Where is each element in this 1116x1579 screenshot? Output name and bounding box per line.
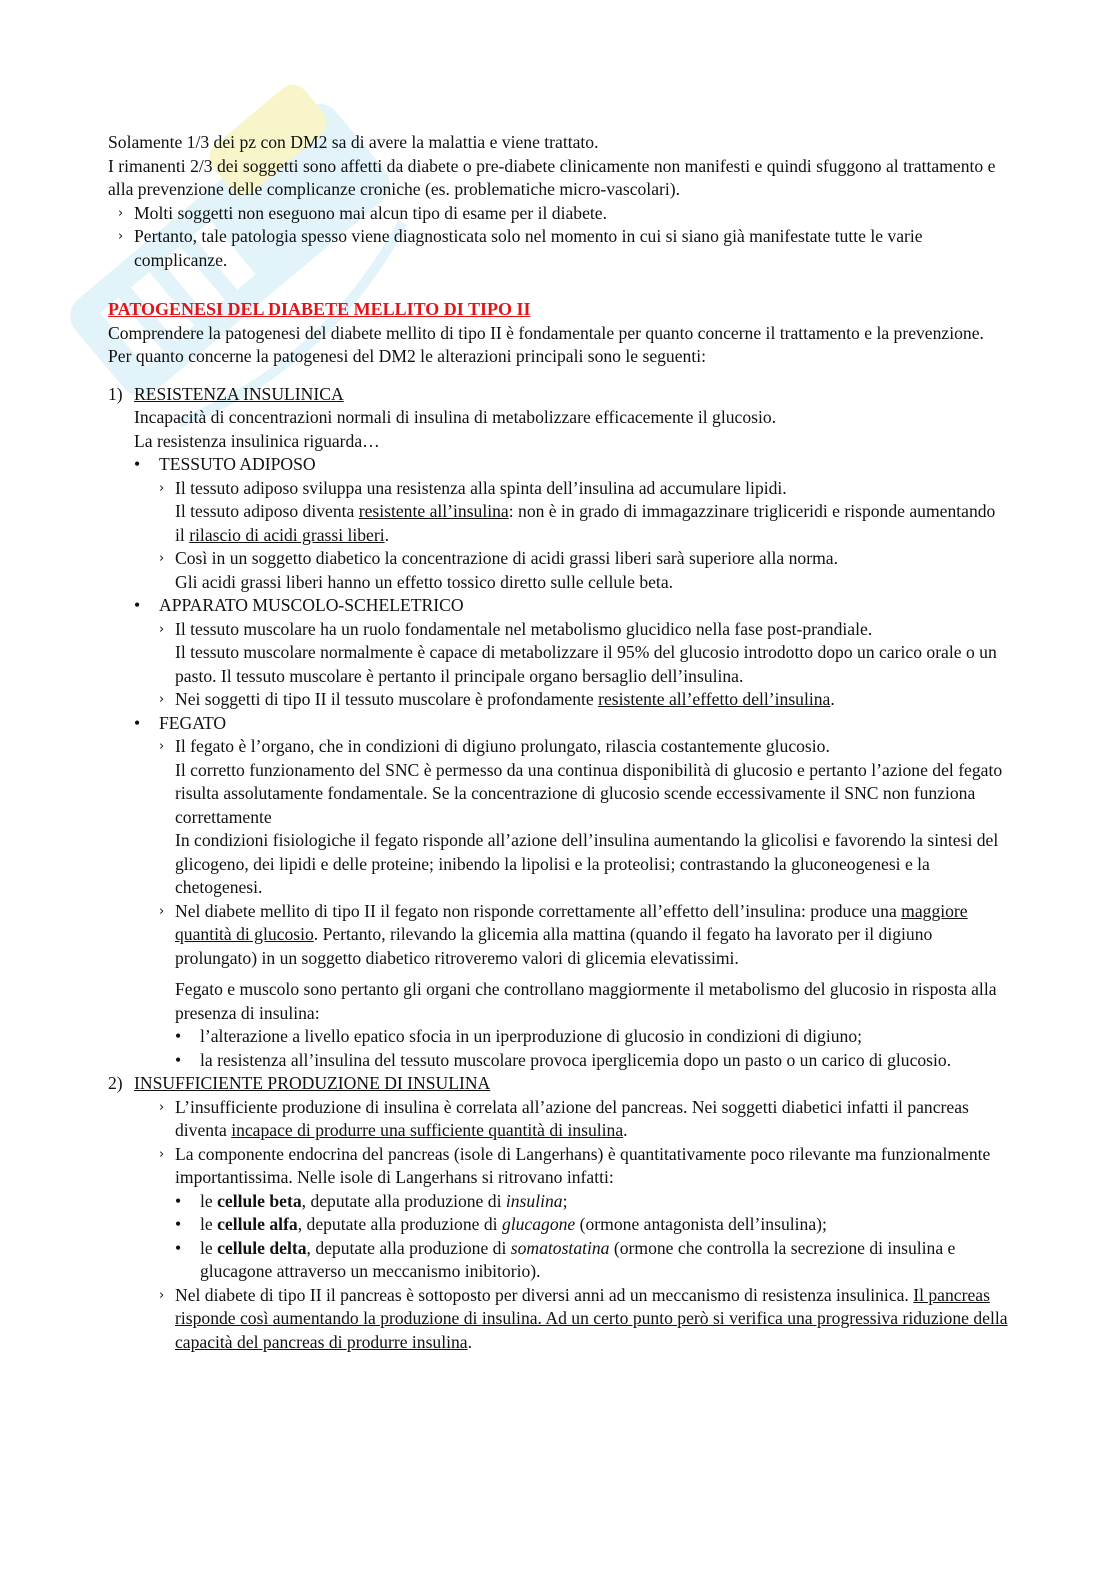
bullet-icon: •	[134, 595, 141, 615]
intro-bullet-2	[108, 225, 1008, 272]
insulin-point-2	[159, 1143, 1008, 1190]
cell-alfa-item	[175, 1213, 1008, 1237]
chevron-icon: ›	[159, 621, 165, 637]
cell-delta-item	[175, 1237, 1008, 1284]
bullet-icon: •	[175, 1214, 182, 1234]
list-number: 2)	[108, 1073, 123, 1093]
insulin-point-2-text: La componente endocrina del pancreas (isole di Langerhans) è quantitativamente poco rilevante ma funzionalmente importantissima. Nelle isole di Langerhans si ritrovano infatti:	[175, 1143, 991, 1187]
adipose-item	[134, 453, 1008, 477]
adipose-point-2	[159, 547, 1008, 594]
muscle-point-1-text: Il tessuto muscolare ha un ruolo fondamentale nel metabolismo glucidico nella fase post-prandiale.	[175, 618, 873, 639]
intro-bullet-1-text: Molti soggetti non eseguono mai alcun tipo di esame per il diabete.	[134, 202, 607, 223]
bullet-icon: •	[175, 1190, 182, 1211]
muscle-title: APPARATO MUSCOLO-SCHELETRICO	[159, 595, 464, 615]
muscle-point-1	[159, 618, 1008, 689]
adipose-point-2-detail: Gli acidi grassi liberi hanno un effetto tossico diretto sulle cellule beta.	[175, 571, 674, 592]
chevron-icon: ›	[159, 1287, 165, 1303]
liver-point-1-text: Il fegato è l’organo, che in condizioni di digiuno prolungato, rilascia costantemente glucosio.	[175, 736, 830, 756]
chevron-icon: ›	[159, 480, 165, 496]
chevron-icon: ›	[159, 551, 165, 566]
resistance-subtitle: La resistenza insulinica riguarda…	[134, 430, 380, 451]
bullet-icon: •	[134, 712, 141, 733]
muscle-point-2-text: Nei soggetti di tipo II il tessuto muscolare è profondamente resistente all’effetto dell’insulina.	[175, 689, 835, 709]
chevron-icon: ›	[118, 229, 124, 244]
adipose-point-1-detail: Il tessuto adiposo diventa resistente all’insulina: non è in grado di immagazzinare trigliceridi e risponde aumentando il rilascio di acidi grassi liberi.	[175, 501, 996, 545]
insulin-point-1	[159, 1096, 1008, 1143]
insulin-point-1-text: L’insufficiente produzione di insulina è correlata all’azione del pancreas. Nei soggetti diabetici infatti il pancreas diventa incapace di produrre una sufficiente quantità di insulina.	[175, 1096, 969, 1140]
bullet-icon: •	[175, 1237, 182, 1258]
chevron-icon: ›	[159, 1146, 165, 1162]
muscle-item	[134, 594, 1008, 618]
cell-beta-text: le cellule beta, deputate alla produzione di insulina;	[200, 1190, 568, 1211]
intro-bullet-2-text: Pertanto, tale patologia spesso viene diagnosticata solo nel momento in cui si siano già manifestate tutte le varie complicanze.	[134, 226, 923, 270]
adipose-point-1	[159, 477, 1008, 548]
bullet-icon: •	[175, 1026, 182, 1046]
bullet-icon: •	[175, 1049, 182, 1070]
liver-point-2-text: Nel diabete mellito di tipo II il fegato non risponde correttamente all’effetto dell’insulina: produce una maggiore quantità di glucosio. Pertanto, rilevando la glicemia alla mattina (quando il fegato ha lavorato per il digiuno prolungato) in un soggetto diabetico ritroveremo valori di glicemia elevatissimi.	[175, 900, 968, 968]
intro-line-2: I rimanenti 2/3 dei soggetti sono affetti da diabete o pre-diabete clinicamente non manifesti e quindi sfuggono al trattamento e alla prevenzione delle complicanze croniche (es. problematiche micro-vascolari).	[108, 155, 996, 199]
insulin-point-3	[159, 1284, 1008, 1355]
adipose-title: TESSUTO ADIPOSO	[159, 454, 316, 474]
cell-alfa-text: le cellule alfa, deputate alla produzione di glucagone (ormone antagonista dell’insulina);	[200, 1214, 827, 1234]
liver-point-1-detail: Il corretto funzionamento del SNC è permesso da una continua disponibilità di glucosio e pertanto l’azione del fegato risulta assolutamente fondamentale. Se la concentrazione di glucosio scende eccessivamente il SNC non funziona correttamente	[175, 759, 1003, 827]
cell-delta-text: le cellule delta, deputate alla produzione di somatostatina (ormone che controlla la secrezione di insulina e glucagone attraverso un meccanismo inibitorio).	[200, 1237, 956, 1281]
adipose-point-2-text: Così in un soggetto diabetico la concentrazione di acidi grassi liberi sarà superiore alla norma.	[175, 548, 838, 568]
resistance-title: RESISTENZA INSULINICA	[134, 383, 344, 404]
chevron-icon: ›	[159, 903, 165, 919]
liver-title: FEGATO	[159, 712, 227, 733]
muscle-point-1-detail: Il tessuto muscolare normalmente è capace di metabolizzare il 95% del glucosio introdotto dopo un carico orale o un pasto. Il tessuto muscolare è pertanto il principale organo bersaglio dell’insulina.	[175, 642, 997, 686]
list-item-resistance	[108, 383, 1008, 1073]
muscle-point-2	[159, 688, 1008, 712]
summary-bullet-2-text: la resistenza all’insulina del tessuto muscolare provoca iperglicemia dopo un pasto o un carico di glucosio.	[200, 1049, 952, 1070]
chevron-icon: ›	[118, 205, 124, 221]
adipose-point-1-text: Il tessuto adiposo sviluppa una resistenza alla spinta dell’insulina ad accumulare lipidi.	[175, 477, 787, 498]
chevron-icon: ›	[159, 1099, 165, 1115]
section-heading: PATOGENESI DEL DIABETE MELLITO DI TIPO II	[108, 299, 531, 319]
list-item-insulin-production	[108, 1072, 1008, 1354]
section-intro: Comprendere la patogenesi del diabete mellito di tipo II è fondamentale per quanto concerne il trattamento e la prevenzione. Per quanto concerne la patogenesi del DM2 le alterazioni principali sono le seguenti:	[108, 322, 984, 366]
chevron-icon: ›	[159, 739, 165, 754]
summary-bullet-1	[175, 1025, 1008, 1049]
intro-bullet-1	[108, 202, 1008, 226]
liver-item	[134, 712, 1008, 736]
liver-summary: Fegato e muscolo sono pertanto gli organi che controllano maggiormente il metabolismo del glucosio in risposta alla presenza di insulina:	[175, 979, 997, 1023]
intro-line-1: Solamente 1/3 dei pz con DM2 sa di avere la malattia e viene trattato.	[108, 132, 599, 152]
bullet-icon: •	[134, 454, 141, 474]
cell-beta-item	[175, 1190, 1008, 1214]
list-number: 1)	[108, 383, 123, 404]
chevron-icon: ›	[159, 692, 165, 707]
liver-point-2	[159, 900, 1008, 971]
insulin-production-title: INSUFFICIENTE PRODUZIONE DI INSULINA	[134, 1073, 491, 1093]
insulin-point-3-text: Nel diabete di tipo II il pancreas è sottoposto per diversi anni ad un meccanismo di resistenza insulinica. Il pancreas risponde così aumentando la produzione di insulina. Ad un certo punto però si verifica una progressiva riduzione della capacità del pancreas di produrre insulina.	[175, 1284, 1008, 1352]
resistance-definition: Incapacità di concentrazioni normali di insulina di metabolizzare efficacemente il glucosio.	[134, 407, 777, 427]
liver-point-1	[159, 735, 1008, 900]
summary-bullet-1-text: l’alterazione a livello epatico sfocia in un iperproduzione di glucosio in condizioni di digiuno;	[200, 1026, 863, 1046]
document-page	[108, 131, 1008, 1354]
liver-point-1-physiology: In condizioni fisiologiche il fegato risponde all’azione dell’insulina aumentando la glicolisi e favorendo la sintesi del glicogeno, dei lipidi e delle proteine; inibendo la lipolisi e la proteolisi; contrastando la gluconeogenesi e la chetogenesi.	[175, 830, 999, 897]
summary-bullet-2	[175, 1049, 1008, 1073]
